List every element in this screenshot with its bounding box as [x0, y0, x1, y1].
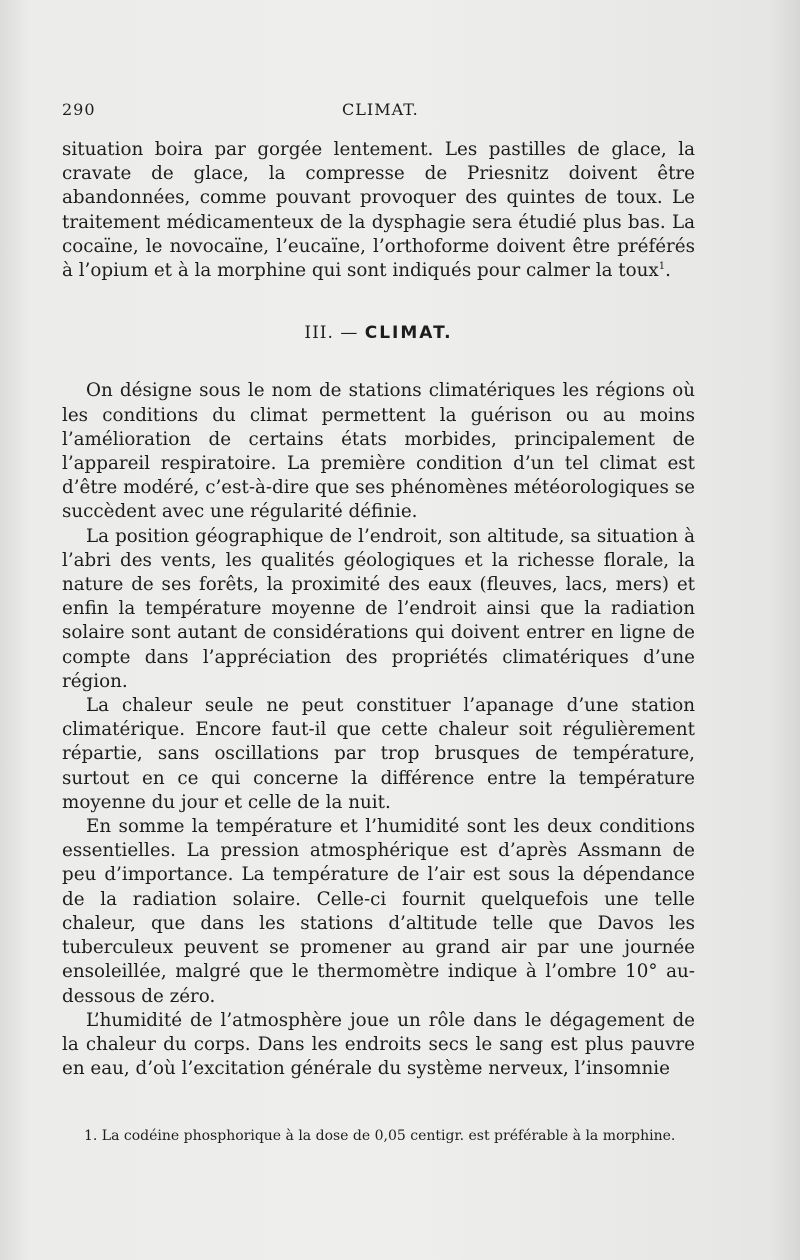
intro-end: . [665, 260, 671, 282]
footnote: 1. La codéine phosphorique à la dose de 0,05 centigr. est préférable à la morphine. [84, 1128, 676, 1144]
running-title: CLIMAT. [342, 100, 419, 119]
page-header [62, 100, 702, 124]
footnote-divider [62, 1112, 695, 1113]
section-number: III. — [304, 323, 359, 344]
section-heading [62, 321, 695, 345]
body-paragraph: La chaleur seule ne peut constituer l’apanage d’une station climatérique. Encore faut-il que cette chaleur soit régulièrement répartie, sans oscillations par trop brusques de température, surtout en ce qui concerne la différence entre la température moyenne du jour et celle de la nuit. [62, 695, 695, 813]
section-title: CLIMAT. [364, 323, 453, 344]
footnote-marker: 1 [658, 260, 666, 272]
body-paragraph: On désigne sous le nom de stations climatériques les régions où les conditions du climat permettent la guérison ou au moins l’amélioration de certains états morbides, principalement de l’appareil respiratoire. La première condition d’un tel climat est d’être modéré, c’est-à-dire que ses phénomènes météorologiques se succèdent avec une régularité définie. [62, 380, 695, 523]
page-number: 290 [62, 100, 96, 119]
page-body [62, 138, 695, 1081]
body-paragraph: L’humidité de l’atmosphère joue un rôle dans le dégagement de la chaleur du corps. Dans les endroits secs le sang est plus pauvre en eau, d’où l’excitation générale du système nerveux, l’insomnie [62, 1009, 695, 1080]
body-paragraph: La position géographique de l’endroit, son altitude, sa situation à l’abri des vents, les qualités géologiques et la richesse florale, la nature de ses forêts, la proximité des eaux (fleuves, lacs, mers) et enfin la température moyenne de l’endroit ainsi que la radiation solaire sont autant de considérations qui doivent entrer en ligne de compte dans l’appréciation des propriétés climatériques d’une région. [62, 525, 695, 692]
intro-text: situation boira par gorgée lentement. Les pastilles de glace, la cravate de glace, la compresse de Priesnitz doivent être abandonnées, comme pouvant provoquer des quintes de toux. Le traitement médicamenteux de la dysphagie sera étudié plus bas. La cocaïne, le novocaïne, l’eucaïne, l’orthoforme doivent être préférés à l’opium et à la morphine qui sont indiqués pour calmer la toux [62, 139, 695, 282]
intro-paragraph [62, 138, 695, 283]
body-paragraph: En somme la température et l’humidité sont les deux conditions essentielles. La pression atmosphérique est d’après Assmann de peu d’importance. La température de l’air est sous la dépendance de la radiation solaire. Celle-ci fournit quelquefois une telle chaleur, que dans les stations d’altitude telle que Davos les tuberculeux peuvent se promener au grand air par une journée ensoleillée, malgré que le thermomètre indique à l’ombre 10° au-dessous de zéro. [62, 816, 695, 1007]
